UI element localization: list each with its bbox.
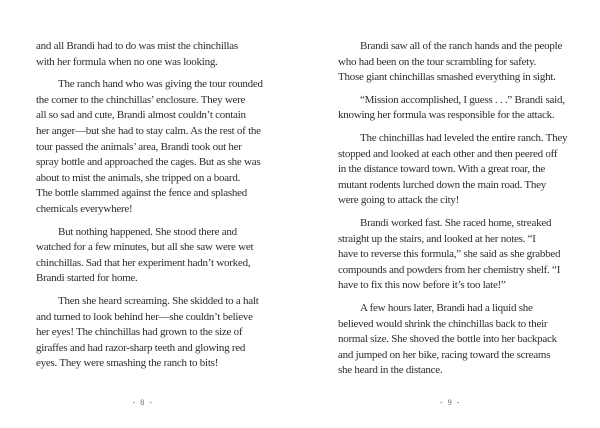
text-line: have to fix this now before it’s too late!” xyxy=(338,279,506,292)
text-line: eyes. They were smashing the ranch to bits! xyxy=(36,357,219,370)
paragraph xyxy=(338,39,567,86)
text-line: and turned to look behind her—she couldn’t believe xyxy=(36,310,253,323)
text-line: spray bottle and approached the cages. But as she was xyxy=(36,156,261,169)
text-line: and all Brandi had to do was mist the chinchillas xyxy=(36,40,238,52)
text-line: Brandi worked fast. She raced home, streaked xyxy=(360,216,552,229)
paragraph xyxy=(36,77,263,217)
text-line: The bottle slammed against the fence and splashed xyxy=(36,187,248,200)
text-line: about to mist the animals, she tripped on a board. xyxy=(36,171,241,184)
right-page-text xyxy=(338,39,567,386)
text-line: Brandi started for home. xyxy=(36,272,138,285)
text-line: in the distance toward town. With a great roar, the xyxy=(338,163,546,176)
left-page-number: - 8 - xyxy=(132,398,154,407)
text-line: have to reverse this formula,” she said as she grabbed xyxy=(338,248,561,261)
text-line: A few hours later, Brandi had a liquid she xyxy=(360,301,533,314)
paragraph xyxy=(338,301,567,379)
text-line: normal size. She shoved the bottle into her backpack xyxy=(338,333,557,346)
text-line: chinchillas. Sad that her experiment hadn’t worked, xyxy=(36,256,251,269)
text-line: mutant rodents lurched down the main road. They xyxy=(338,178,546,191)
text-line: and jumped on her bike, racing toward the screams xyxy=(338,348,551,361)
paragraph xyxy=(338,216,567,294)
text-line: stopped and looked at each other and then peered off xyxy=(338,147,558,160)
paragraph xyxy=(36,294,263,372)
text-line: her eyes! The chinchillas had grown to the size of xyxy=(36,326,243,339)
text-line: straight up the stairs, and looked at her notes. “I xyxy=(338,232,536,245)
left-page-text xyxy=(36,39,263,379)
text-line: who had been on the tour scrambling for safety. xyxy=(338,55,537,68)
text-line: the corner to the chinchillas’ enclosure. They were xyxy=(36,93,246,106)
text-line: Brandi saw all of the ranch hands and the people xyxy=(360,40,563,52)
text-line: Then she heard screaming. She skidded to a halt xyxy=(58,294,259,307)
right-page-number: - 9 - xyxy=(440,398,461,407)
text-line: The ranch hand who was giving the tour rounded xyxy=(58,78,263,91)
right-page xyxy=(300,0,600,428)
text-line: But nothing happened. She stood there and xyxy=(58,225,237,238)
text-line: Those giant chinchillas smashed everything in sight. xyxy=(338,71,556,84)
text-line: all so sad and cute, Brandi almost couldn’t contain xyxy=(36,109,246,122)
text-line: her anger—but she had to stay calm. As the rest of the xyxy=(36,124,261,137)
text-line: watched for a few minutes, but all she saw were wet xyxy=(36,241,254,254)
text-line: she heard in the distance. xyxy=(338,364,443,377)
paragraph xyxy=(36,39,263,70)
paragraph xyxy=(36,225,263,287)
text-line: tour passed the animals’ area, Brandi took out her xyxy=(36,140,242,153)
paragraph xyxy=(338,93,567,124)
paragraph xyxy=(338,131,567,209)
text-line: knowing her formula was responsible for the attack. xyxy=(338,109,555,122)
text-line: The chinchillas had leveled the entire ranch. They xyxy=(360,131,568,144)
text-line: chemicals everywhere! xyxy=(36,202,133,215)
text-line: were going to attack the city! xyxy=(338,194,460,207)
text-line: with her formula when no one was looking. xyxy=(36,55,218,68)
text-line: believed would shrink the chinchillas back to their xyxy=(338,317,548,330)
text-line: giraffes and had razor-sharp teeth and glowing red xyxy=(36,341,246,354)
text-line: “Mission accomplished, I guess . . .” Brandi said, xyxy=(360,93,565,106)
text-line: compounds and powders from her chemistry shelf. “I xyxy=(338,263,561,276)
